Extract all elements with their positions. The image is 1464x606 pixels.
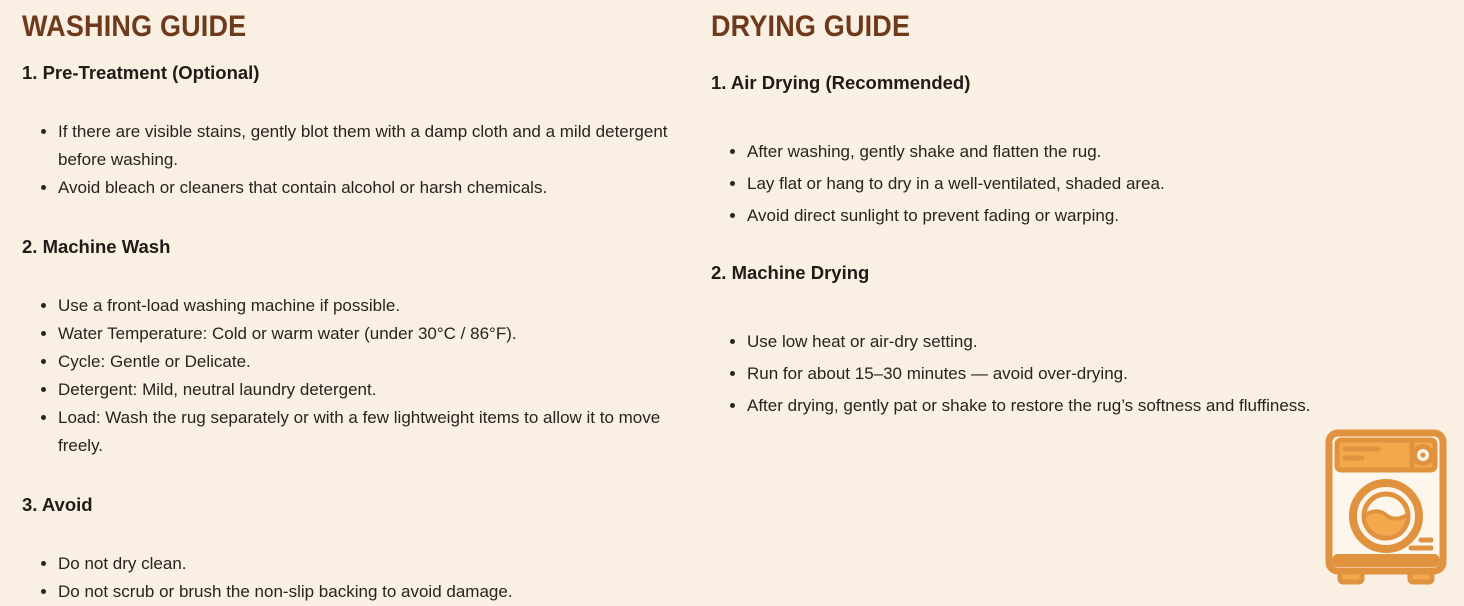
- section-heading-machine-wash: 2. Machine Wash: [22, 236, 171, 257]
- bullet-item: • Run for about 15–30 minutes — avoid over-drying.: [747, 358, 1322, 390]
- bullet-item: • Water Temperature: Cold or warm water (under 30°C / 86°F).: [58, 320, 678, 348]
- washing-machine-icon: [1324, 428, 1448, 586]
- section-heading-machine-drying: 2. Machine Drying: [711, 262, 870, 283]
- bullet-item: • Avoid bleach or cleaners that contain alcohol or harsh chemicals.: [58, 174, 678, 202]
- bullet-list: [22, 118, 678, 202]
- section-machine-wash: [22, 236, 711, 460]
- bullet-item: • If there are visible stains, gently blot them with a damp cloth and a mild detergent before washing.: [58, 118, 678, 174]
- bullet-list: [711, 326, 1322, 422]
- bullet-item: • Avoid direct sunlight to prevent fading or warping.: [747, 200, 1322, 232]
- washing-guide-title: WASHING GUIDE: [22, 10, 247, 43]
- section-pre-treatment: [22, 62, 711, 202]
- bullet-item: • Load: Wash the rug separately or with a few lightweight items to allow it to move freely.: [58, 404, 678, 460]
- bullet-item: • Lay flat or hang to dry in a well-ventilated, shaded area.: [747, 168, 1322, 200]
- bullet-item: • After washing, gently shake and flatten the rug.: [747, 136, 1322, 168]
- bullet-item: • Use a front-load washing machine if possible.: [58, 292, 678, 320]
- bullet-item: • Do not scrub or brush the non-slip backing to avoid damage.: [58, 578, 678, 606]
- section-heading-pre-treatment: 1. Pre-Treatment (Optional): [22, 62, 260, 83]
- bullet-list: [711, 136, 1322, 232]
- section-heading-air-drying: 1. Air Drying (Recommended): [711, 72, 971, 93]
- section-machine-drying: [711, 262, 1464, 422]
- bullet-item: • Detergent: Mild, neutral laundry detergent.: [58, 376, 678, 404]
- bullet-item: • Cycle: Gentle or Delicate.: [58, 348, 678, 376]
- bullet-item: • After drying, gently pat or shake to restore the rug’s softness and fluffiness.: [747, 390, 1322, 422]
- section-air-drying: [711, 72, 1464, 232]
- bullet-list: [22, 550, 678, 606]
- bullet-list: [22, 292, 678, 460]
- bullet-item: • Use low heat or air-dry setting.: [747, 326, 1322, 358]
- washing-guide-column: [0, 0, 711, 600]
- section-avoid: [22, 494, 711, 606]
- drying-guide-title: DRYING GUIDE: [711, 10, 911, 43]
- drying-guide-column: [711, 0, 1464, 600]
- section-heading-avoid: 3. Avoid: [22, 494, 93, 515]
- bullet-item: • Do not dry clean.: [58, 550, 678, 578]
